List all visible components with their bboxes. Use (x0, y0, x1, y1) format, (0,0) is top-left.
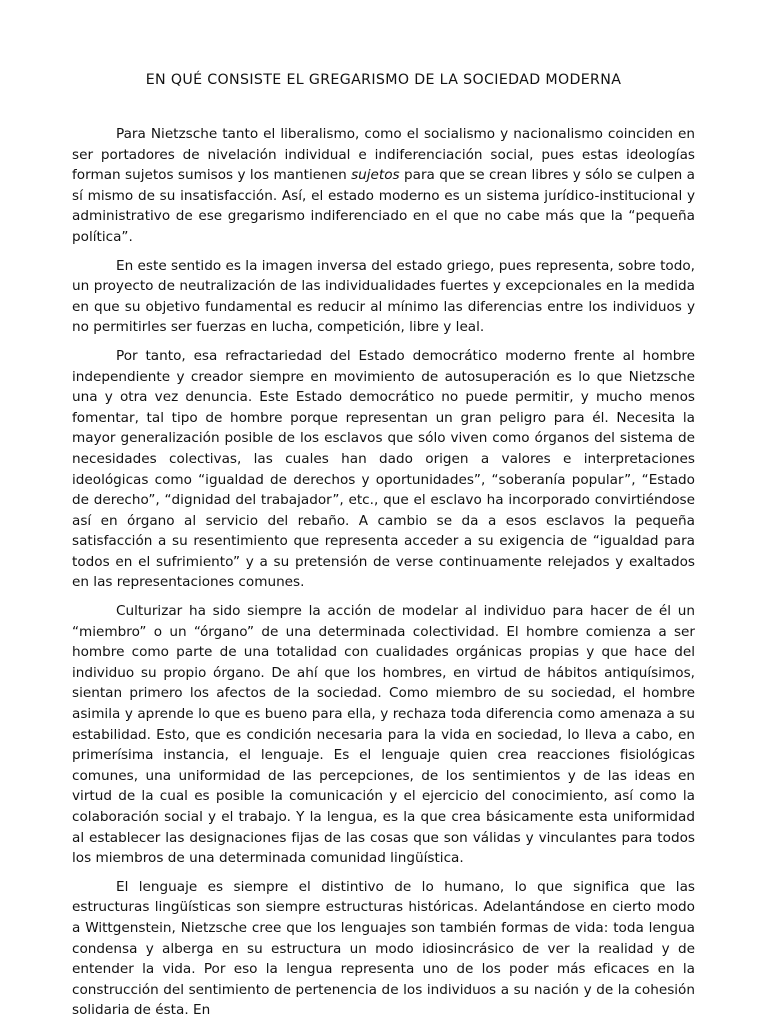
paragraph-1-italic-word: sujetos (351, 167, 400, 184)
document-page (72, 70, 695, 1029)
document-title: EN QUÉ CONSISTE EL GREGARISMO DE LA SOCIEDAD MODERNA (145, 72, 622, 88)
paragraph-5: El lenguaje es siempre el distintivo de lo humano, lo que significa que las estructuras lingüísticas son siempre estructuras históricas. Adelantándose en cierto modo a Wittgenstein, Nietzsche cree que los lenguajes son también formas de vida: toda lengua condensa y alberga en su estructura un modo idiosincrásico de ver la realidad y de entender la vida. Por eso la lengua representa uno de los poder más eficaces en la construcción del sentimiento de pertenencia de los individuos a su nación y de la cohesión solidaria de ésta. En (72, 878, 695, 1019)
paragraph-1-text-end: para que se crean libres y sólo se culpen a sí mismo de su insatisfacción. Así, el estado moderno es un sistema jurídico-institucional y administrativo de ese gregarismo indiferenciado en el que no cabe más que la “pequeña política”. (72, 167, 695, 245)
paragraph-3: Por tanto, esa refractariedad del Estado democrático moderno frente al hombre independiente y creador siempre en movimiento de autosuperación es lo que Nietzsche una y otra vez denuncia. Este Estado democrático no puede permitir, y mucho menos fomentar, tal tipo de hombre porque representan un gran peligro para él. Necesita la mayor generalización posible de los esclavos que sólo viven como órganos del sistema de necesidades colectivas, las cuales han dado origen a valores e interpretaciones ideológicas como “igualdad de derechos y oportunidades”, “soberanía popular”, “Estado de derecho”, “dignidad del trabajador”, etc., que el esclavo ha incorporado convirtiéndose así en órgano al servicio del rebaño. A cambio se da a esos esclavos la pequeña satisfacción a su resentimiento que representa acceder a su exigencia de “igualdad para todos en el sufrimiento” y a su pretensión de verse continuamente relejados y exaltados en las representaciones comunes. (72, 347, 695, 591)
paragraph-1-text-start: Para Nietzsche tanto el liberalismo, como el socialismo y nacionalismo coinciden en ser portadores de nivelación individual e indiferenciación social, pues estas ideologías forman sujetos sumisos y los mantienen (72, 126, 695, 184)
paragraph-2: En este sentido es la imagen inversa del estado griego, pues representa, sobre todo, un proyecto de neutralización de las individualidades fuertes y excepcionales en la medida en que su objetivo fundamental es reducir al mínimo las diferencias entre los individuos y no permitirles ser fuerzas en lucha, competición, libre y leal. (72, 257, 695, 336)
paragraph-1 (72, 124, 695, 248)
paragraph-4: Culturizar ha sido siempre la acción de modelar al individuo para hacer de él un “miembro” o un “órgano” de una determinada colectividad. El hombre comienza a ser hombre como parte de una totalidad con cualidades orgánicas propias y que hace del individuo su propio órgano. De ahí que los hombres, en virtud de hábitos antiquísimos, sientan primero los afectos de la sociedad. Como miembro de su sociedad, el hombre asimila y aprende lo que es bueno para ella, y rechaza toda diferencia como amenaza a su estabilidad. Esto, que es condición necesaria para la vida en sociedad, lo lleva a cabo, en primerísima instancia, el lenguaje. Es el lenguaje quien crea reacciones fisiológicas comunes, una uniformidad de las percepciones, de los sentimientos y de las ideas en virtud de la cual es posible la comunicación y el ejercicio del conocimiento, así como la colaboración social y el trabajo. Y la lengua, es la que crea básicamente esta uniformidad al establecer las designaciones fijas de las cosas que son válidas y vinculantes para todos los miembros de una determinada comunidad lingüística. (72, 603, 695, 867)
